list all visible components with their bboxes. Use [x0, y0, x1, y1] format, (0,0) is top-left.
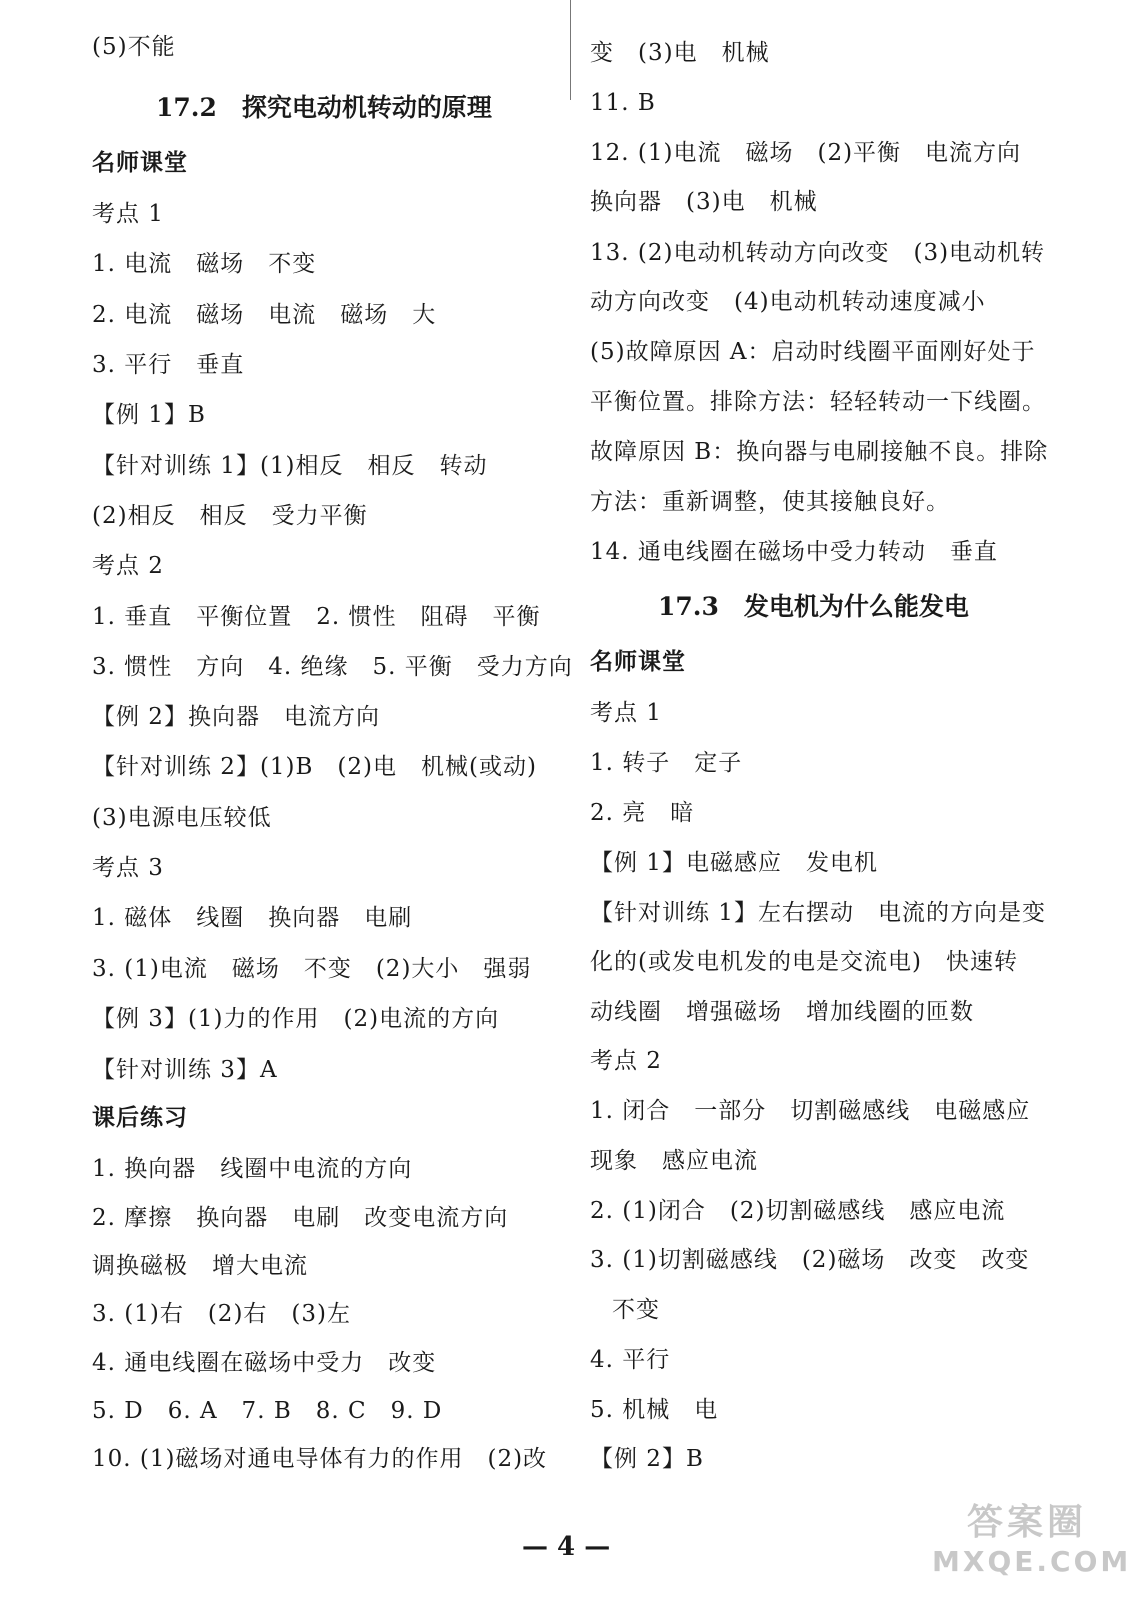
column-divider: [570, 0, 571, 100]
answer-line: 14. 通电线圈在磁场中受力转动 垂直: [590, 539, 998, 565]
topic-heading: 考点 1: [92, 201, 164, 227]
answer-line: 13. (2)电动机转动方向改变 (3)电动机转: [590, 240, 1046, 266]
answer-line: 1. 电流 磁场 不变: [92, 251, 317, 277]
answer-line: 【例 1】B: [92, 402, 206, 428]
answer-line: 【针对训练 2】(1)B (2)电 机械(或动): [92, 754, 537, 780]
answer-line: 现象 感应电流: [590, 1148, 758, 1174]
answer-line: 【针对训练 3】A: [92, 1057, 278, 1083]
answer-line: 【针对训练 1】左右摆动 电流的方向是变: [590, 900, 1046, 926]
watermark-logo: [932, 1500, 1132, 1592]
topic-heading: 考点 3: [92, 855, 164, 881]
answer-line: 3. (1)右 (2)右 (3)左: [92, 1301, 351, 1327]
answer-line: 3. 平行 垂直: [92, 352, 245, 378]
answer-line: 2. 电流 磁场 电流 磁场 大: [92, 302, 437, 328]
answer-line: 【例 2】B: [590, 1446, 704, 1472]
subsection-heading: 名师课堂: [590, 648, 686, 675]
answer-line: 1. 垂直 平衡位置 2. 惯性 阻碍 平衡: [92, 604, 541, 630]
answer-line: 调换磁极 增大电流: [92, 1253, 308, 1279]
answer-line: (5)不能: [92, 34, 176, 60]
answer-line: (2)相反 相反 受力平衡: [92, 503, 368, 529]
answer-line: 动方向改变 (4)电动机转动速度减小: [590, 289, 986, 315]
topic-heading: 考点 1: [590, 700, 662, 726]
answer-line: 【针对训练 1】(1)相反 相反 转动: [92, 453, 488, 479]
answer-line: 12. (1)电流 磁场 (2)平衡 电流方向: [590, 140, 1022, 166]
answer-line: 10. (1)磁场对通电导体有力的作用 (2)改: [92, 1446, 548, 1472]
answer-line: 换向器 (3)电 机械: [590, 189, 818, 215]
answer-line: 1. 闭合 一部分 切割磁感线 电磁感应: [590, 1098, 1031, 1124]
answer-line: 3. 惯性 方向 4. 绝缘 5. 平衡 受力方向: [92, 654, 573, 680]
topic-heading: 考点 2: [92, 553, 164, 579]
answer-line: 平衡位置。排除方法：轻轻转动一下线圈。: [590, 389, 1046, 415]
answer-line: 故障原因 B：换向器与电刷接触不良。排除: [590, 439, 1049, 465]
answer-line: 5. D 6. A 7. B 8. C 9. D: [92, 1398, 443, 1424]
answer-line: 1. 转子 定子: [590, 750, 743, 776]
answer-line: 3. (1)切割磁感线 (2)磁场 改变 改变: [590, 1247, 1030, 1273]
answer-line: 变 (3)电 机械: [590, 40, 770, 66]
answer-line: 4. 平行: [590, 1347, 671, 1373]
answer-line: 4. 通电线圈在磁场中受力 改变: [92, 1350, 437, 1376]
answer-line: 不变: [612, 1297, 660, 1323]
answer-line: 2. 摩擦 换向器 电刷 改变电流方向: [92, 1205, 509, 1231]
answer-line: 3. (1)电流 磁场 不变 (2)大小 强弱: [92, 956, 532, 982]
answer-line: 1. 换向器 线圈中电流的方向: [92, 1156, 413, 1182]
subsection-heading: 课后练习: [92, 1104, 188, 1131]
section-title-17-2: 17.2 探究电动机转动的原理: [156, 93, 492, 122]
answer-line: 【例 3】(1)力的作用 (2)电流的方向: [92, 1006, 500, 1032]
watermark-url: MXQE.COM: [932, 1545, 1132, 1578]
answer-line: 5. 机械 电: [590, 1397, 719, 1423]
topic-heading: 考点 2: [590, 1048, 662, 1074]
answer-line: 11. B: [590, 90, 656, 116]
watermark-text: 答案圈: [966, 1501, 1087, 1543]
section-title-17-3: 17.3 发电机为什么能发电: [658, 592, 969, 621]
answer-line: (5)故障原因 A：启动时线圈平面刚好处于: [590, 339, 1036, 365]
answer-line: 方法：重新调整，使其接触良好。: [590, 489, 950, 515]
answer-line: 化的(或发电机发的电是交流电) 快速转: [590, 949, 1018, 975]
page-number: — 4 —: [522, 1532, 611, 1562]
answer-line: 动线圈 增强磁场 增加线圈的匝数: [590, 999, 974, 1025]
subsection-heading: 名师课堂: [92, 149, 188, 176]
answer-line: 2. (1)闭合 (2)切割磁感线 感应电流: [590, 1198, 1006, 1224]
answer-line: 1. 磁体 线圈 换向器 电刷: [92, 905, 413, 931]
answer-line: 【例 1】电磁感应 发电机: [590, 850, 878, 876]
answer-line: (3)电源电压较低: [92, 805, 272, 831]
answer-line: 【例 2】换向器 电流方向: [92, 704, 380, 730]
answer-line: 2. 亮 暗: [590, 800, 695, 826]
